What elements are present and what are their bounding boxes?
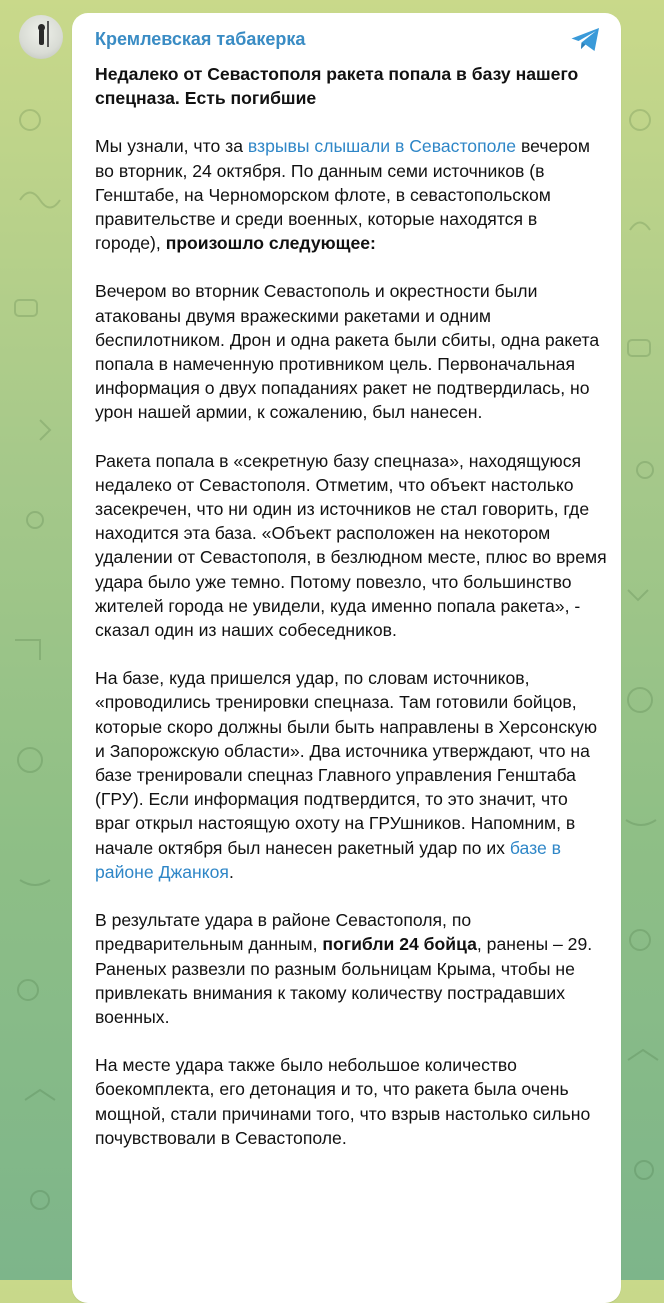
post-title: Недалеко от Севастополя ракета попала в базу нашего спецназа. Есть погибшие xyxy=(95,64,579,109)
channel-name[interactable]: Кремлевская табакерка xyxy=(95,29,306,49)
channel-avatar[interactable] xyxy=(19,15,63,59)
paragraph-6: На месте удара также было небольшое количество боекомплекта, его детонация и то, что ракета была очень мощной, стали причинами того, что взрыв настолько сильно почувствовали в Севастополе. xyxy=(95,1055,591,1148)
link-base-dzhankoy[interactable]: базе в районе Джанкоя xyxy=(95,837,562,882)
paragraph-4: На базе, куда пришелся удар, по словам источников, «проводились тренировки спецназа. Там готовили бойцов, которые скоро должны были быть направлены в Херсонскую и Запорожскую области». Два источника утверждают, что на базе тренировали спецназ Главного управления Генштаба (ГРУ). Если информация подтвердится, то это значит, что враг открыл настоящую охоту на ГРУшников. Напомним, в начале октября был нанесен ракетный удар по их базе в районе Джанкоя. xyxy=(95,668,598,882)
telegram-icon xyxy=(570,27,602,53)
paragraph-2: Вечером во вторник Севастополь и окрестности были атакованы двумя вражескими ракетами и одним беспилотником. Дрон и одна ракета были сбиты, одна ракета попала в намеченную противником цель. Первоначальная информация о двух попаданиях ракет не подтвердилась, но урон нашей армии, к сожалению, был нанесен. xyxy=(95,281,600,423)
paragraph-3: Ракета попала в «секретную базу спецназа», находящуюся недалеко от Севастополя. Отметим, что объект настолько засекречен, что ни один из источников не стал говорить, где находится эта база. «Объект расположен на некотором удалении от Севастополя, в безлюдном месте, плюс во время удара было уже темно. Потому повезло, что большинство жителей города не увидели, куда именно попала ракета», - сказал один из наших собеседников. xyxy=(95,450,607,641)
message-text xyxy=(95,62,607,1174)
paragraph-5: В результате удара в районе Севастополя, по предварительным данным, погибли 24 бойца, ранены – 29. Раненых развезли по разным больницам Крыма, чтобы не привлекать внимания к такому количеству пострадавших военных. xyxy=(95,910,593,1027)
paragraph-1: Мы узнали, что за взрывы слышали в Севастополе вечером во вторник, 24 октября. По данным семи источников (в Генштабе, на Черноморском флоте, в севастопольском правительстве и среди военных, которые находятся в городе), произошло следующее: xyxy=(95,136,590,254)
link-explosions-sevastopol[interactable]: взрывы слышали в Севастополе xyxy=(247,136,517,157)
message-bubble xyxy=(72,13,621,1303)
